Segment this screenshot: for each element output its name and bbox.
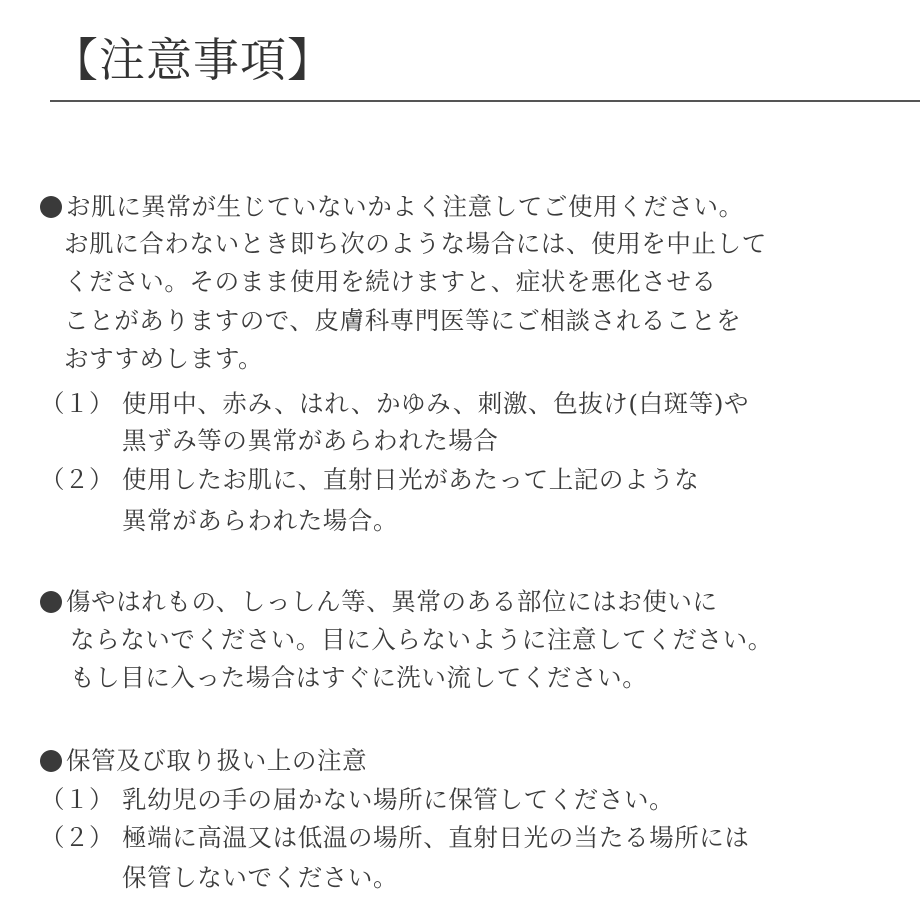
item-line: 極端に高温又は低温の場所、直射日光の当たる場所には — [122, 823, 750, 852]
section2-line: ならないでください。目に入らないように注意してください。 — [70, 625, 773, 654]
title-divider — [50, 100, 920, 102]
section1-line: ください。そのまま使用を続けますと、症状を悪化させる — [64, 267, 717, 296]
section3-line: 保管及び取り扱い上の注意 — [66, 746, 368, 775]
bullet-icon — [40, 591, 62, 613]
section1-line: お肌に異常が生じていないかよく注意してご使用ください。 — [66, 192, 744, 221]
section2-line: 傷やはれもの、しっしん等、異常のある部位にはお使いに — [66, 587, 718, 616]
bullet-icon — [40, 196, 62, 218]
bullet-icon — [40, 750, 62, 772]
item-number: （１） — [40, 785, 114, 814]
item-number: （１） — [40, 389, 114, 418]
item-number: （２） — [40, 823, 114, 852]
page-title: 【注意事項】 — [52, 33, 334, 87]
item-line: 使用中、赤み、はれ、かゆみ、刺激、色抜け(白斑等)や — [122, 389, 750, 418]
item-number: （２） — [40, 465, 114, 494]
section1-line: お肌に合わないとき即ち次のような場合には、使用を中止して — [64, 229, 767, 258]
item-line: 黒ずみ等の異常があらわれた場合 — [122, 426, 499, 455]
item-line: 異常があらわれた場合。 — [122, 506, 399, 535]
section1-line: おすすめします。 — [64, 344, 264, 373]
item-line: 保管しないでください。 — [122, 863, 399, 892]
item-line: 乳幼児の手の届かない場所に保管してください。 — [122, 785, 675, 814]
section1-line: ことがありますので、皮膚科専門医等にご相談されることを — [64, 306, 742, 335]
item-line: 使用したお肌に、直射日光があたって上記のような — [122, 465, 700, 494]
section2-line: もし目に入った場合はすぐに洗い流してください。 — [70, 663, 648, 692]
